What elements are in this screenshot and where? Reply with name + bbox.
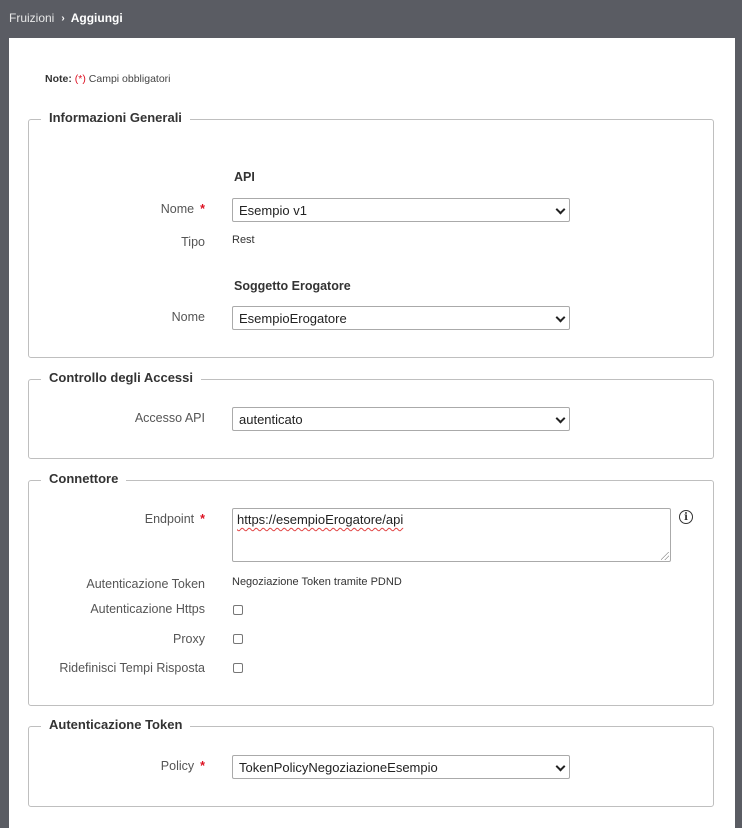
- section-token: [28, 717, 714, 807]
- api-nome-select[interactable]: [232, 198, 570, 222]
- api-tipo-value: Rest: [232, 234, 255, 246]
- breadcrumb: [9, 10, 123, 26]
- chevron-down-icon: [556, 414, 566, 424]
- api-nome-label: [161, 202, 205, 216]
- token-auth-label: Autenticazione Token: [86, 577, 205, 591]
- section-token-title: Autenticazione Token: [41, 717, 190, 732]
- policy-select[interactable]: [232, 755, 570, 779]
- required-note: [45, 73, 171, 85]
- https-auth-label: Autenticazione Https: [90, 602, 205, 616]
- note-close: ): [82, 73, 86, 85]
- api-tipo-label: Tipo: [181, 235, 205, 249]
- breadcrumb-fruizioni[interactable]: Fruizioni: [9, 11, 55, 25]
- token-auth-value: Negoziazione Token tramite PDND: [232, 576, 402, 588]
- soggetto-nome-label: Nome: [171, 310, 205, 324]
- accesso-api-select[interactable]: [232, 407, 570, 431]
- proxy-label: Proxy: [173, 632, 205, 646]
- note-open: (: [74, 73, 79, 85]
- note-text: Campi obbligatori: [88, 73, 171, 85]
- https-auth-checkbox[interactable]: [233, 605, 243, 615]
- chevron-right-icon: ›: [61, 12, 65, 24]
- note-prefix: Note:: [45, 73, 72, 85]
- timeout-label: Ridefinisci Tempi Risposta: [59, 661, 205, 675]
- chevron-down-icon: [556, 205, 566, 215]
- note-star: *: [78, 73, 83, 85]
- resize-handle-icon[interactable]: [661, 552, 669, 560]
- info-icon[interactable]: i: [679, 510, 693, 524]
- required-star: *: [200, 759, 205, 773]
- timeout-checkbox[interactable]: [233, 663, 243, 673]
- api-nome-value: Esempio v1: [239, 202, 307, 218]
- section-connector: [28, 471, 714, 706]
- endpoint-label: [145, 512, 205, 526]
- breadcrumb-current: Aggiungi: [70, 11, 123, 25]
- soggetto-nome-select[interactable]: [232, 306, 570, 330]
- proxy-checkbox[interactable]: [233, 634, 243, 644]
- endpoint-textarea[interactable]: [232, 508, 671, 562]
- api-heading: API: [234, 170, 255, 184]
- endpoint-value: https://esempioErogatore/api: [237, 512, 404, 527]
- section-general-title: Informazioni Generali: [41, 110, 190, 125]
- soggetto-nome-value: EsempioErogatore: [239, 310, 347, 326]
- accesso-api-label: Accesso API: [134, 411, 205, 425]
- section-connector-title: Connettore: [41, 471, 126, 486]
- policy-label: [161, 759, 205, 773]
- soggetto-heading: Soggetto Erogatore: [234, 279, 351, 293]
- accesso-api-value: autenticato: [239, 411, 303, 427]
- section-access-title: Controllo degli Accessi: [41, 370, 201, 385]
- chevron-down-icon: [556, 762, 566, 772]
- endpoint-label-text: Endpoint: [144, 512, 195, 526]
- api-nome-label-text: Nome: [160, 202, 195, 216]
- section-access: [28, 370, 714, 459]
- form-panel: [9, 38, 735, 828]
- required-star: *: [200, 202, 205, 216]
- section-general: [28, 110, 714, 358]
- chevron-down-icon: [556, 313, 566, 323]
- policy-label-text: Policy: [160, 759, 195, 773]
- policy-value: TokenPolicyNegoziazioneEsempio: [239, 759, 438, 775]
- required-star: *: [200, 512, 205, 526]
